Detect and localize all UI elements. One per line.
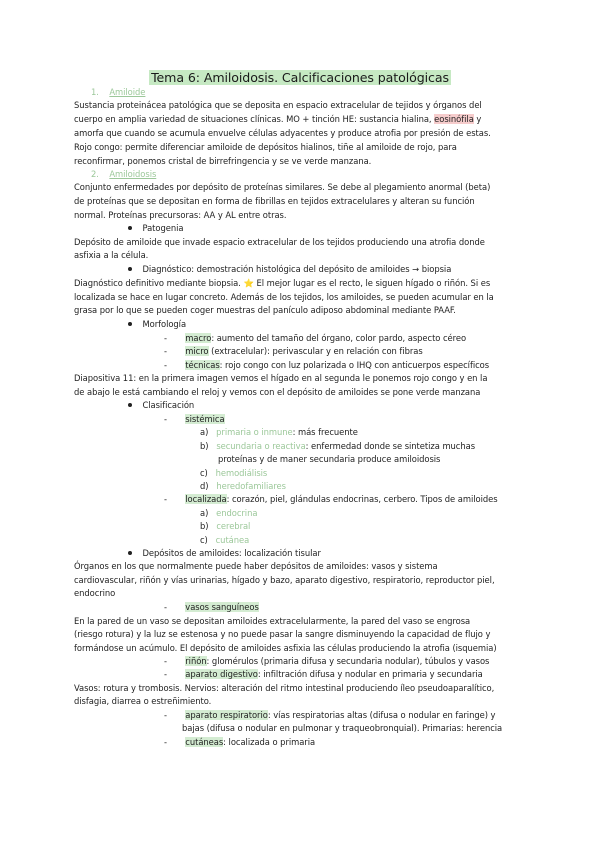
bullet-icon: [128, 403, 132, 407]
list-item: - técnicas: rojo congo con luz polarizada o IHQ con anticuerpos específicos: [164, 360, 490, 370]
bullet-icon: [128, 551, 132, 555]
paragraph-line: Diapositiva 11: en la primera imagen vemos el hígado en al segunda le ponemos rojo congo y en la: [74, 373, 488, 383]
paragraph-line: de proteínas que se depositan en forma de fibrillas en tejidos extracelulares y alteran su función: [74, 196, 475, 206]
page-title: Tema 6: Amiloidosis. Calcificaciones patológicas: [151, 70, 449, 85]
bullet-patogenia: Patogenia: [128, 223, 183, 234]
paragraph-line: reconfirmar, ponemos cristal de birrefringencia y se ve verde manzana.: [74, 156, 372, 166]
list-item: - macro: aumento del tamaño del órgano, color pardo, aspecto céreo: [164, 333, 467, 343]
list-item: - micro (extracelular): perivascular y en relación con fibras: [164, 346, 423, 356]
bullet-diagnostico: Diagnóstico: demostración histológica del depósito de amiloides → biopsia: [128, 264, 451, 275]
list-item-cutaneas: - cutáneas: localizada o primaria: [164, 737, 316, 747]
sublist-item: a) primaria o inmune: más frecuente: [200, 427, 358, 437]
paragraph-line: localizada se hace en lugar concreto. Además de los tejidos, los amiloides, se pueden acumular en la: [74, 292, 494, 302]
paragraph-line: asfixia a la célula.: [74, 250, 149, 260]
sublist-item: b) cerebral: [200, 521, 251, 531]
paragraph-line: Vasos: rotura y trombosis. Nervios: alteración del ritmo intestinal produciendo íleo pseudoaparalítico,: [74, 683, 495, 693]
sublist-item: d) heredofamiliares: [200, 481, 286, 491]
list-item-respiratorio: - aparato respiratorio: vías respiratorias altas (difusa o nodular en faringe) y: [164, 710, 496, 720]
paragraph-line: grasa por lo que se pueden coger muestras del panículo adiposo abdominal mediante PAAF.: [74, 305, 456, 315]
sublist-item: b) secundaria o reactiva: enfermedad donde se sintetiza muchas: [200, 441, 476, 451]
sublist-item: c) hemodiálisis: [200, 468, 268, 478]
highlight-eosinofila: eosinófila: [434, 114, 474, 124]
list-item-localizada: - localizada: corazón, piel, glándulas endocrinas, cerbero. Tipos de amiloides: [164, 494, 498, 504]
paragraph-line: Sustancia proteinácea patológica que se deposita en espacio extracelular de tejidos y órganos del: [74, 100, 482, 110]
list-item-rinon: - riñón: glomérulos (primaria difusa y secundaria nodular), túbulos y vasos: [164, 656, 490, 666]
paragraph-line: En la pared de un vaso se depositan amiloides extracelularmente, la pared del vaso se engrosa: [74, 616, 471, 626]
paragraph-line: Rojo congo: permite diferenciar amiloide de depósitos hialinos, tiñe al amiloide de rojo, para: [74, 142, 457, 152]
sublist-item: c) cutánea: [200, 535, 250, 545]
bullet-clasificacion: Clasificación: [128, 400, 194, 411]
sublist-item: a) endocrina: [200, 508, 258, 518]
paragraph-line: Depósito de amiloide que invade espacio extracelular de los tejidos produciendo una atrofia donde: [74, 237, 485, 247]
paragraph-line: cuerpo en amplia variedad de situaciones clínicas. MO + tinción HE: sustancia hialina, eosinófila y: [74, 114, 482, 124]
list-item-digestivo: - aparato digestivo: infiltración difusa y nodular en primaria y secundaria: [164, 669, 483, 679]
list-item-sistemica: - sistémica: [164, 414, 225, 424]
paragraph-line: endocrino: [74, 588, 116, 598]
paragraph-line: de abajo le está cambiando el reloj y vemos con el depósito de amiloides se pone verde manzana: [74, 387, 481, 397]
paragraph-line: formándose un acúmulo. El depósito de amiloides asfixia las células produciendo la atrofia (isquemia): [74, 643, 497, 653]
paragraph-line: Conjunto enfermedades por depósito de proteínas similares. Se debe al plegamiento anormal (beta): [74, 182, 491, 192]
paragraph-line: amorfa que cuando se acumula envuelve células adyacentes y produce atrofia por presión de estas.: [74, 128, 491, 138]
list-item-cont: bajas (difusa o nodular en pulmonar y traqueobronquial). Primarias: herencia: [182, 723, 503, 733]
bullet-morfologia: Morfología: [128, 319, 186, 330]
paragraph-line: normal. Proteínas precursoras: AA y AL entre otras.: [74, 210, 287, 220]
paragraph-line: disfagia, diarrea o estreñimiento.: [74, 696, 212, 706]
bullet-icon: [128, 226, 132, 230]
bullet-icon: [128, 322, 132, 326]
star-icon: ⭐: [243, 278, 254, 288]
section-heading-amiloide: 1. Amiloide: [91, 87, 146, 97]
paragraph-line: (riesgo rotura) y la luz se estenosa y no puede pasar la sangre disminuyendo la capacidad de flujo y: [74, 629, 491, 639]
section-heading-amiloidosis: 2. Amiloidosis: [91, 169, 157, 179]
bullet-icon: [128, 267, 132, 271]
bullet-depositos: Depósitos de amiloides: localización tisular: [128, 548, 321, 559]
sublist-item-cont: proteínas y de maner secundaria produce amiloidosis: [218, 454, 441, 464]
paragraph-line: Diagnóstico definitivo mediante biopsia. ⭐ El mejor lugar es el recto, le siguen hígado o riñón. Si es: [74, 278, 491, 288]
paragraph-line: Órganos en los que normalmente puede haber depósitos de amiloides: vasos y sistema: [74, 561, 438, 571]
paragraph-line: cardiovascular, riñón y vías urinarias, hígado y bazo, aparato digestivo, respiratorio, reproductor piel,: [74, 575, 495, 585]
list-item-vasos: - vasos sanguíneos: [164, 602, 259, 612]
